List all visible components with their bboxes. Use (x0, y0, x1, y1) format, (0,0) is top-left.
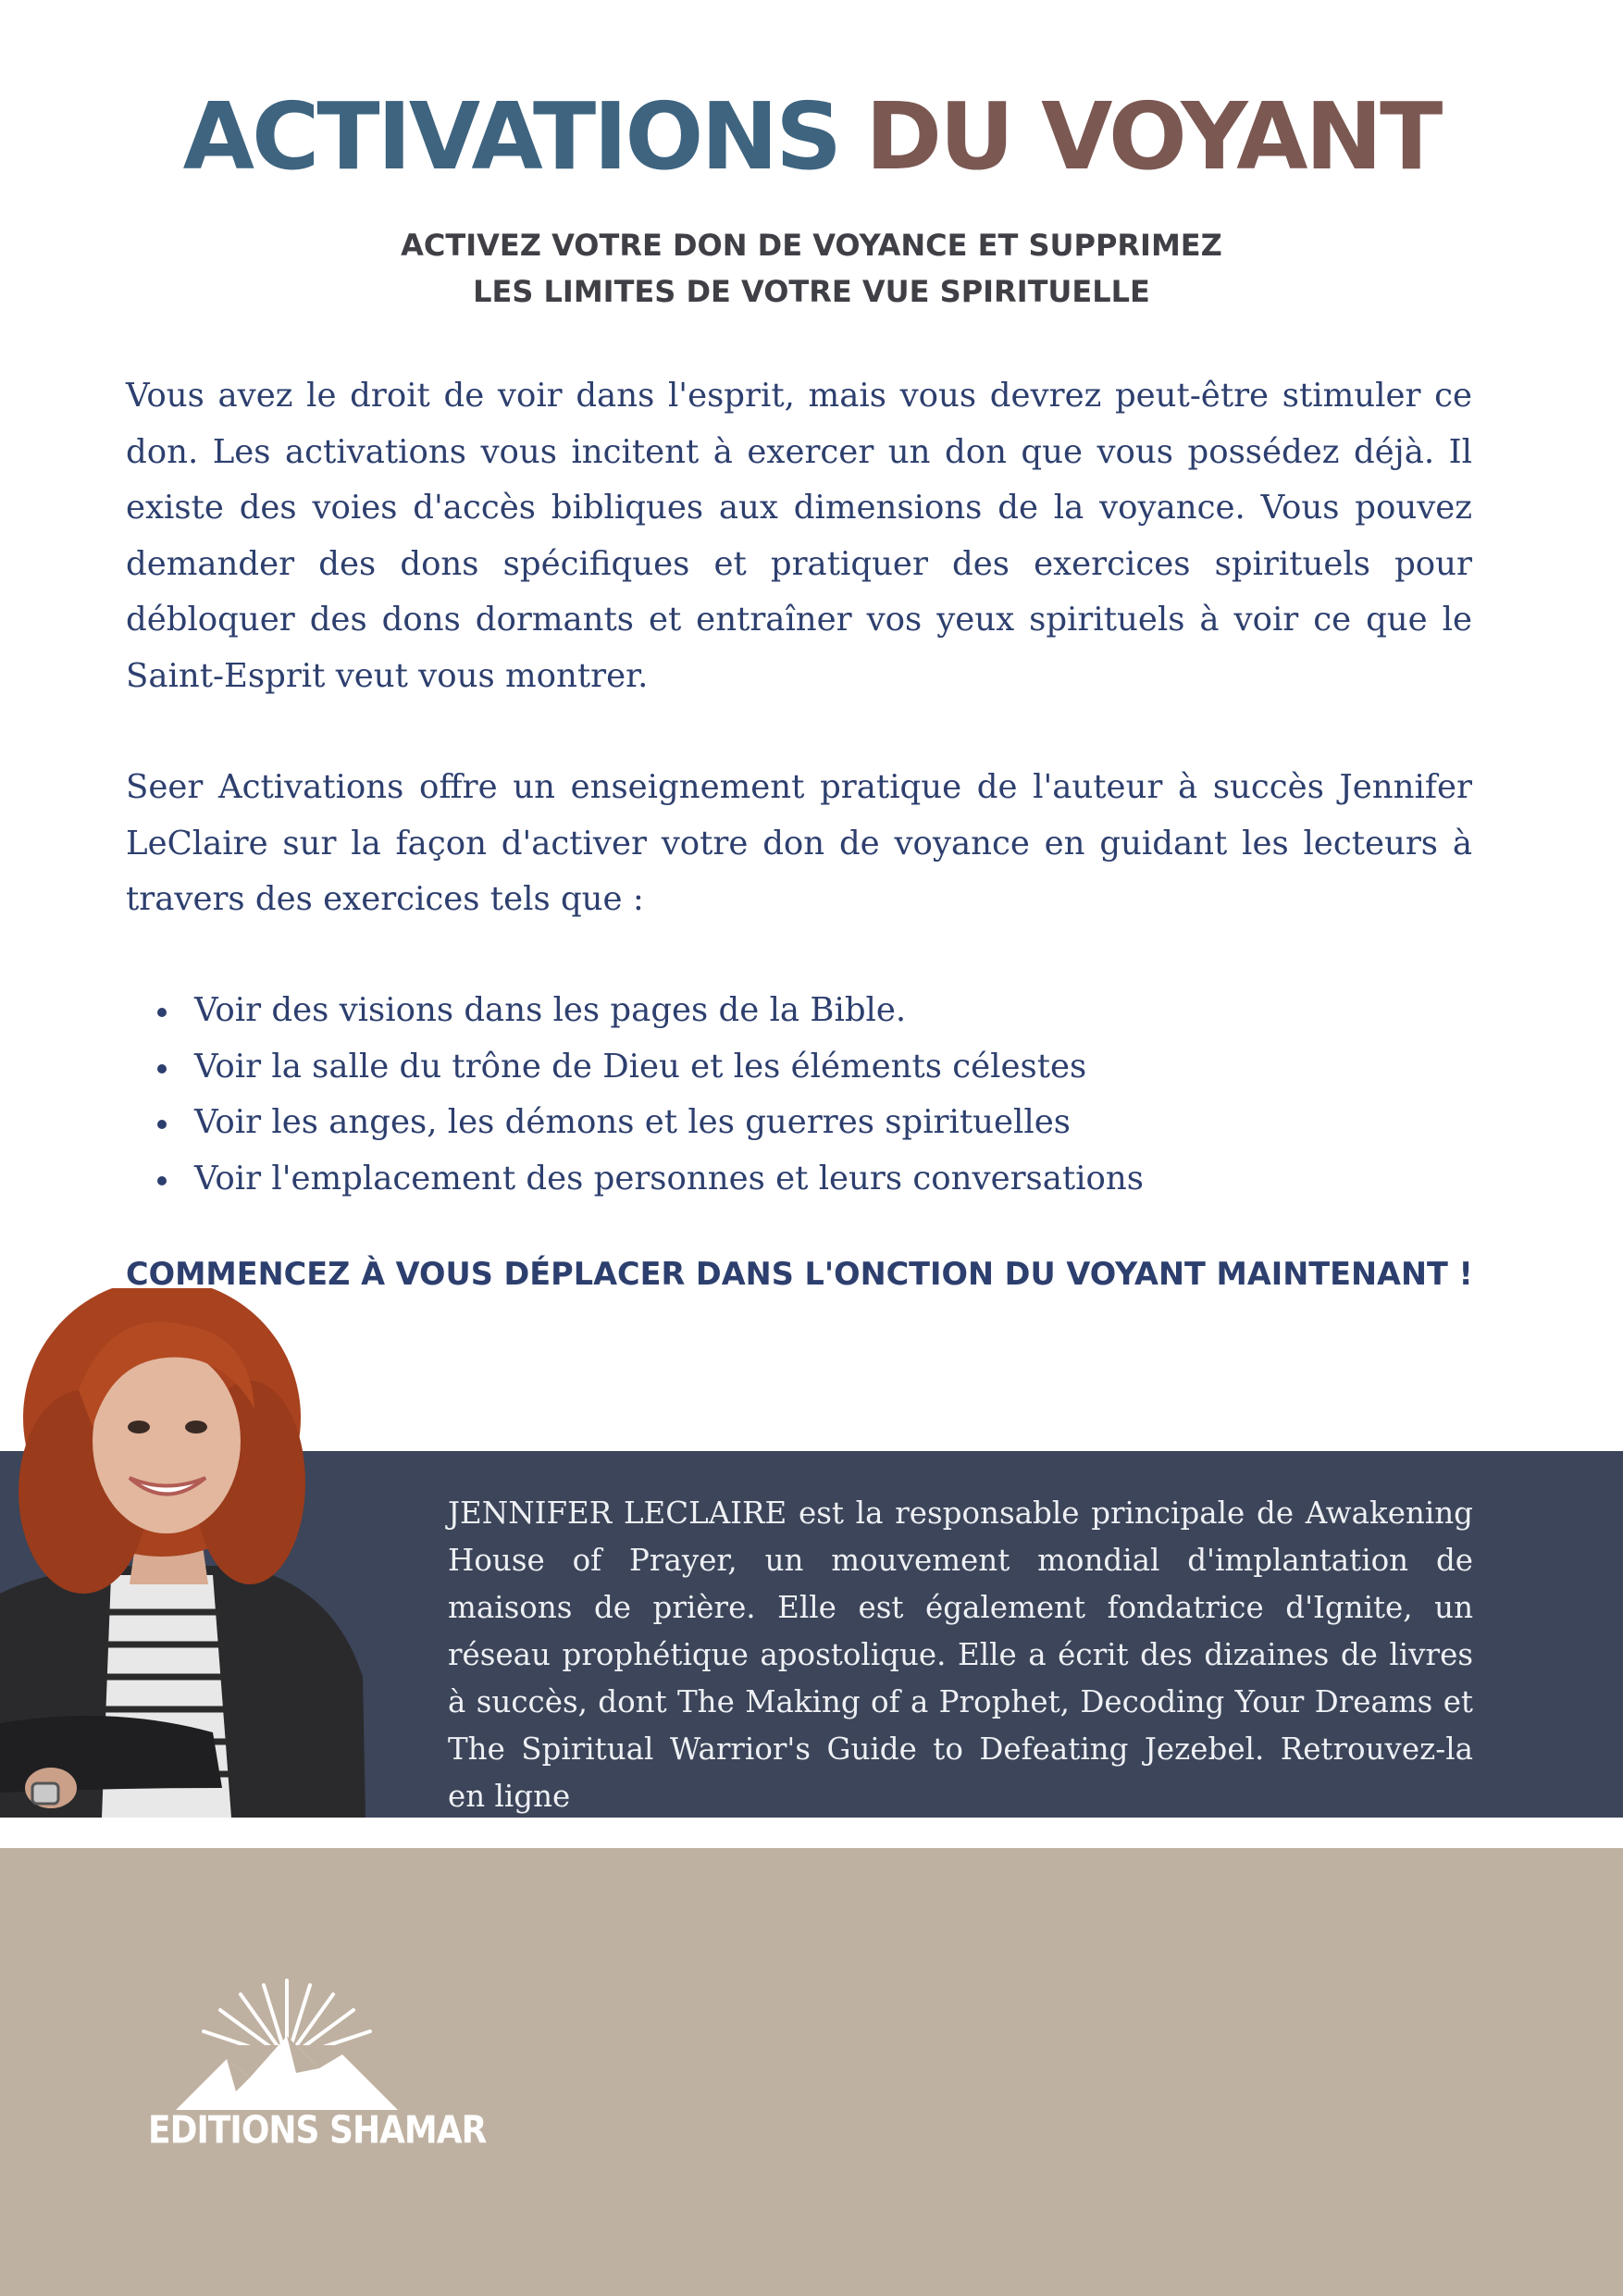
intro-paragraph: Vous avez le droit de voir dans l'esprit, mais vous devrez peut-être stimuler ce don. Les activations vous incitent à exercer un don que vous possédez déjà. Il existe des voies d'accès bibliques aux dimensions de la voyance. Vous pouvez demander des dons spécifiques et pratiquer des exercices spirituels pour débloquer des dons dormants et entraîner vos yeux spirituels à voir ce que le Saint-Esprit veut vous montrer. (126, 377, 1472, 695)
description-paragraph: Seer Activations offre un enseignement pratique de l'auteur à succès Jennifer LeClaire sur la façon d'activer votre don de voyance en guidant les lecteurs à travers des exercices tels que : (126, 768, 1472, 918)
list-item: Voir l'emplacement des personnes et leurs conversations (194, 1151, 1471, 1208)
author-portrait-icon (0, 1288, 370, 1818)
title-part-activations: ACTIVATIONS (182, 82, 840, 191)
subtitle-line-2: LES LIMITES DE VOTRE VUE SPIRITUELLE (473, 274, 1150, 309)
exercise-list (194, 983, 1471, 1207)
list-item: Voir la salle du trône de Dieu et les éléments célestes (194, 1039, 1471, 1096)
call-to-action: COMMENCEZ À VOUS DÉPLACER DANS L'ONCTION DU VOYANT MAINTENANT ! (126, 1256, 1473, 1292)
author-bio: JENNIFER LECLAIRE est la responsable principale de Awakening House of Prayer, un mouvement mondial d'implantation de maisons de prière. Elle est également fondatrice d'Ignite, un réseau prophétique apostolique. Elle a écrit des dizaines de livres à succès, dont The Making of a Prophet, Decoding Your Dreams et The Spiritual Warrior's Guide to Defeating Jezebel. Retrouvez-la en ligne (448, 1496, 1473, 1814)
subtitle-line-1: ACTIVEZ VOTRE DON DE VOYANCE ET SUPPRIMEZ (401, 228, 1222, 263)
book-title (0, 81, 1623, 192)
title-part-du-voyant: DU VOYANT (865, 82, 1441, 191)
list-item: Voir les anges, les démons et les guerres spirituelles (194, 1095, 1471, 1151)
list-item: Voir des visions dans les pages de la Bible. (194, 983, 1471, 1039)
subtitle (0, 222, 1623, 315)
publisher-name: EDITIONS SHAMAR (148, 2108, 487, 2153)
